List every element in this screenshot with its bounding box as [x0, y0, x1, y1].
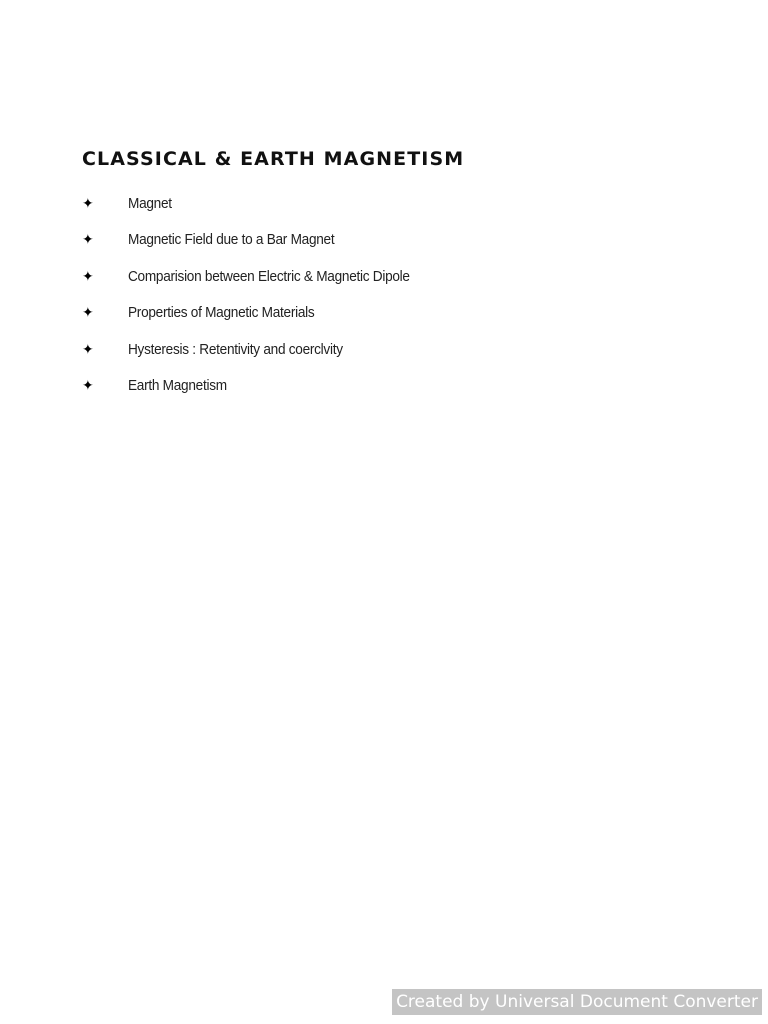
list-item [82, 265, 428, 301]
four-point-star-icon: ✦ [82, 377, 94, 394]
topic-label: Hysteresis : Retentivity and coerclvity [128, 341, 343, 358]
four-point-star-icon: ✦ [82, 232, 94, 249]
four-point-star-icon: ✦ [82, 268, 94, 285]
list-item [82, 192, 428, 228]
list-item [82, 338, 428, 374]
four-point-star-icon: ✦ [82, 305, 94, 322]
converter-watermark: Created by Universal Document Converter [392, 989, 762, 1015]
topic-label: Properties of Magnetic Materials [128, 305, 315, 322]
topic-label: Magnetic Field due to a Bar Magnet [128, 232, 335, 249]
topic-label: Magnet [128, 196, 172, 212]
topic-list [82, 192, 428, 410]
topic-label: Comparision between Electric & Magnetic Dipole [128, 268, 410, 285]
list-item [82, 374, 428, 410]
topic-label: Earth Magnetism [128, 377, 227, 394]
four-point-star-icon: ✦ [82, 196, 94, 212]
four-point-star-icon: ✦ [82, 341, 94, 358]
page-title: CLASSICAL & EARTH MAGNETISM [82, 148, 465, 170]
list-item [82, 228, 428, 264]
list-item [82, 301, 428, 337]
